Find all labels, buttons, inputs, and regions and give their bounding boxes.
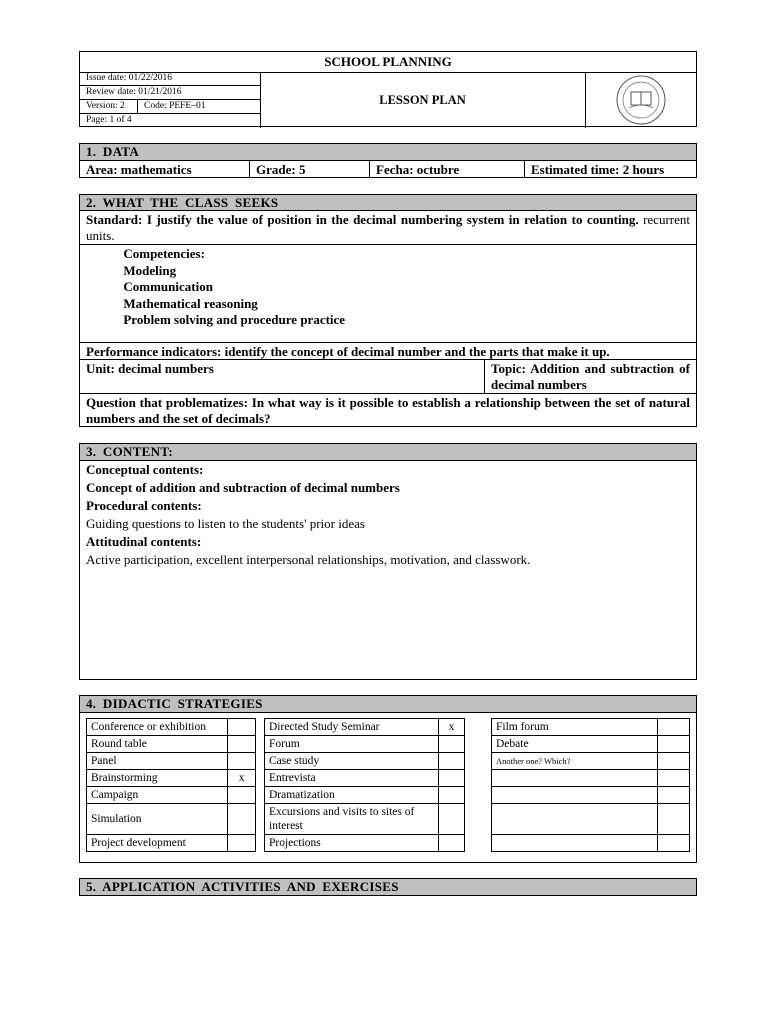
standard-continuation: recurrent units. — [86, 212, 690, 243]
content-section-title: 3. CONTENT: — [79, 443, 697, 461]
strategy-checkbox[interactable] — [658, 719, 690, 736]
grade-field: Grade: 5 — [250, 161, 370, 177]
seeks-section-body — [79, 210, 697, 427]
strategy-label: Forum — [265, 736, 439, 753]
strategy-checkbox[interactable] — [439, 787, 465, 804]
attitudinal-label: Attitudinal contents: — [86, 534, 202, 549]
strategy-checkbox[interactable] — [658, 753, 690, 770]
topic-field: Topic: Addition and subtraction of decimal numbers — [491, 361, 690, 392]
strategies-table-2 — [264, 718, 465, 852]
strategy-checkbox[interactable] — [658, 787, 690, 804]
activities-section-title: 5. APPLICATION ACTIVITIES AND EXERCISES — [79, 878, 697, 896]
strategy-label: Project development — [87, 835, 228, 852]
svg-text:· · · · · ·: · · · · · · — [634, 116, 648, 121]
conceptual-text: Concept of addition and subtraction of decimal numbers — [86, 480, 400, 495]
strategy-label: Excursions and visits to sites of interest — [265, 804, 439, 835]
strategies-section-title: 4. DIDACTIC STRATEGIES — [79, 695, 697, 713]
strategy-label: Brainstorming — [87, 770, 228, 787]
strategy-label: Campaign — [87, 787, 228, 804]
fecha-field: Fecha: octubre — [370, 161, 525, 177]
svg-text:· · · · · · · ·: · · · · · · · · — [631, 80, 651, 85]
strategy-checkbox[interactable]: x — [439, 719, 465, 736]
strategy-label — [492, 770, 658, 787]
strategy-label: Projections — [265, 835, 439, 852]
strategy-label: Debate — [492, 736, 658, 753]
problem-question: Question that problematizes: In what way is it possible to establish a relationship between the set of natural numbers and the set of decimals? — [80, 393, 696, 426]
conceptual-label: Conceptual contents: — [86, 462, 204, 477]
unit-field: Unit: decimal numbers — [80, 360, 485, 393]
data-section-title: 1. DATA — [79, 143, 697, 161]
data-row — [79, 160, 697, 178]
strategy-checkbox[interactable] — [439, 736, 465, 753]
strategy-checkbox[interactable] — [439, 835, 465, 852]
lesson-plan-title: LESSON PLAN — [260, 72, 586, 128]
issue-date: Issue date: 01/22/2016 — [80, 72, 260, 86]
page-number: Page: 1 of 4 — [86, 115, 132, 125]
standard-block — [80, 211, 696, 245]
review-date: Review date: 01/21/2016 — [80, 86, 260, 100]
strategy-checkbox[interactable] — [228, 804, 256, 835]
strategy-checkbox[interactable] — [439, 753, 465, 770]
strategy-checkbox[interactable] — [658, 736, 690, 753]
list-item: Competencies: — [110, 246, 192, 261]
strategy-checkbox[interactable] — [228, 835, 256, 852]
competencies-list — [110, 246, 510, 341]
school-planning-title: SCHOOL PLANNING — [80, 52, 696, 73]
strategy-checkbox[interactable] — [439, 804, 465, 835]
strategy-label: Conference or exhibition — [87, 719, 228, 736]
strategy-label: Round table — [87, 736, 228, 753]
version: Version: 2 — [80, 100, 138, 114]
strategy-label: Another one? Which? — [492, 753, 658, 770]
strategy-label: Directed Study Seminar — [265, 719, 439, 736]
area-field: Area: mathematics — [80, 161, 250, 177]
code: Code: PEFE–01 — [144, 101, 206, 111]
strategy-checkbox[interactable] — [658, 804, 690, 835]
procedural-label: Procedural contents: — [86, 498, 202, 513]
strategy-label: Case study — [265, 753, 439, 770]
document-meta — [80, 72, 261, 128]
strategy-checkbox[interactable] — [439, 770, 465, 787]
strategy-checkbox[interactable] — [658, 835, 690, 852]
strategy-checkbox[interactable] — [228, 719, 256, 736]
list-item: Modeling — [110, 262, 163, 278]
school-seal-icon — [585, 72, 698, 128]
attitudinal-text: Active participation, excellent interpersonal relationships, motivation, and classwork. — [86, 552, 531, 567]
standard-text: Standard: I justify the value of position in the decimal numbering system in relation to counting. — [86, 212, 639, 227]
strategy-label: Film forum — [492, 719, 658, 736]
strategy-checkbox[interactable]: x — [228, 770, 256, 787]
strategy-label — [492, 835, 658, 852]
strategy-checkbox[interactable] — [228, 736, 256, 753]
strategies-table-1 — [86, 718, 256, 852]
strategy-label: Dramatization — [265, 787, 439, 804]
performance-indicators: Performance indicators: identify the concept of decimal number and the parts that make it up. — [80, 342, 696, 360]
strategies-table-3 — [491, 718, 690, 852]
list-item: Problem solving and procedure practice — [110, 312, 332, 327]
strategy-checkbox[interactable] — [658, 770, 690, 787]
strategy-label — [492, 804, 658, 835]
strategy-label: Entrevista — [265, 770, 439, 787]
list-item: Mathematical reasoning — [110, 295, 245, 311]
estimated-time-field: Estimated time: 2 hours — [531, 162, 665, 177]
document-header — [79, 51, 697, 127]
strategy-label: Panel — [87, 753, 228, 770]
procedural-text: Guiding questions to listen to the students' prior ideas — [86, 516, 365, 531]
strategy-checkbox[interactable] — [228, 787, 256, 804]
list-item: Communication — [110, 279, 200, 294]
strategy-label — [492, 787, 658, 804]
version-row — [80, 100, 260, 114]
content-section-body — [79, 460, 697, 680]
strategy-label: Simulation — [87, 804, 228, 835]
seeks-section-title: 2. WHAT THE CLASS SEEKS — [79, 194, 697, 211]
strategy-checkbox[interactable] — [228, 753, 256, 770]
